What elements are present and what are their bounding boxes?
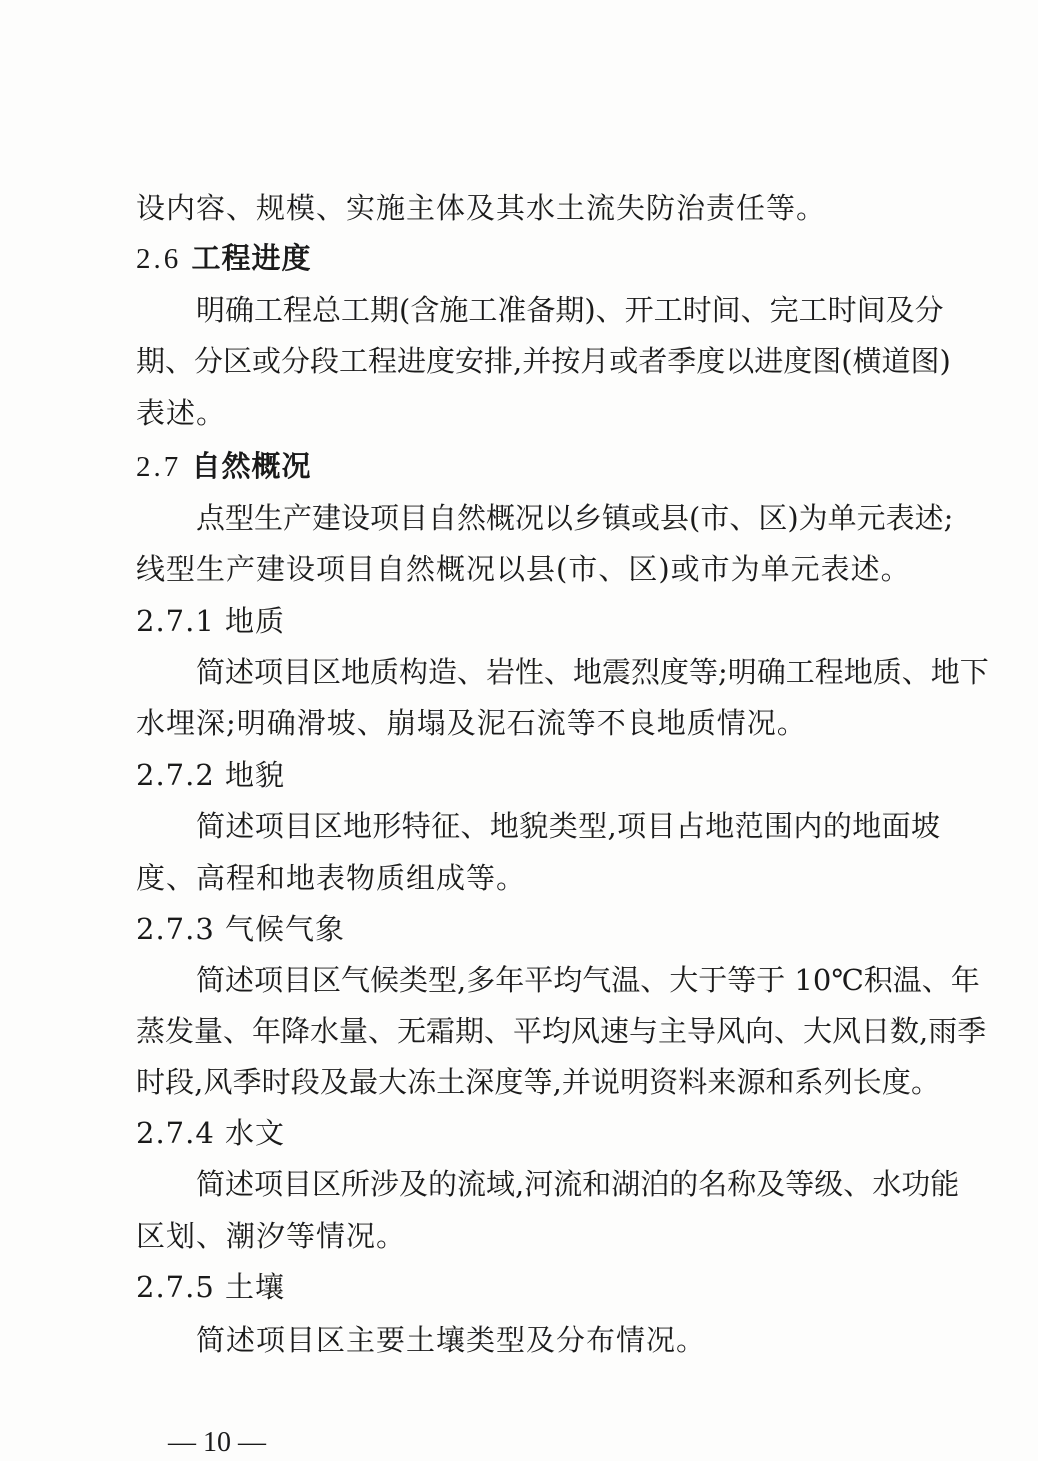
subsection-heading-2-7-3: 2.7.3 气候气象 bbox=[136, 912, 346, 946]
subsection-heading-2-7-4: 2.7.4 水文 bbox=[136, 1116, 286, 1150]
paragraph-line: 度、高程和地表物质组成等。 bbox=[136, 861, 527, 895]
paragraph-line: 水埋深;明确滑坡、崩塌及泥石流等不良地质情况。 bbox=[136, 706, 807, 740]
paragraph-line: 点型生产建设项目自然概况以乡镇或县(市、区)为单元表述; bbox=[196, 501, 954, 535]
paragraph-line: 简述项目区所涉及的流域,河流和湖泊的名称及等级、水功能 bbox=[196, 1167, 960, 1201]
section-heading-2-7 bbox=[136, 446, 312, 487]
section-heading-2-6 bbox=[136, 238, 312, 279]
subsection-heading-2-7-2: 2.7.2 地貌 bbox=[136, 758, 286, 792]
paragraph-line: 简述项目区地质构造、岩性、地震烈度等;明确工程地质、地下 bbox=[196, 655, 989, 689]
paragraph-line: 区划、潮汐等情况。 bbox=[136, 1219, 407, 1253]
paragraph-line: 设内容、规模、实施主体及其水土流失防治责任等。 bbox=[136, 191, 827, 225]
paragraph-line: 明确工程总工期(含施工准备期)、开工时间、完工时间及分 bbox=[196, 293, 944, 327]
paragraph-line: 蒸发量、年降水量、无霜期、平均风速与主导风向、大风日数,雨季 bbox=[136, 1014, 987, 1048]
subsection-heading-2-7-1: 2.7.1 地质 bbox=[136, 604, 286, 638]
paragraph-line: 简述项目区主要土壤类型及分布情况。 bbox=[196, 1323, 707, 1357]
paragraph-line: 期、分区或分段工程进度安排,并按月或者季度以进度图(横道图) bbox=[136, 344, 951, 378]
subsection-heading-2-7-5: 2.7.5 土壤 bbox=[136, 1270, 286, 1304]
page-number: — 10 — bbox=[168, 1427, 266, 1458]
section-title: 自然概况 bbox=[191, 449, 312, 483]
paragraph-line: 线型生产建设项目自然概况以县(市、区)或市为单元表述。 bbox=[136, 552, 911, 586]
paragraph-line: 简述项目区气候类型,多年平均气温、大于等于 10℃积温、年 bbox=[196, 963, 980, 997]
paragraph-line: 简述项目区地形特征、地貌类型,项目占地范围内的地面坡 bbox=[196, 809, 940, 843]
paragraph-line: 表述。 bbox=[136, 396, 227, 430]
section-title: 工程进度 bbox=[191, 241, 312, 275]
paragraph-line: 时段,风季时段及最大冻土深度等,并说明资料来源和系列长度。 bbox=[136, 1065, 940, 1099]
section-number: 2.6 bbox=[136, 243, 192, 275]
section-number: 2.7 bbox=[136, 451, 192, 483]
